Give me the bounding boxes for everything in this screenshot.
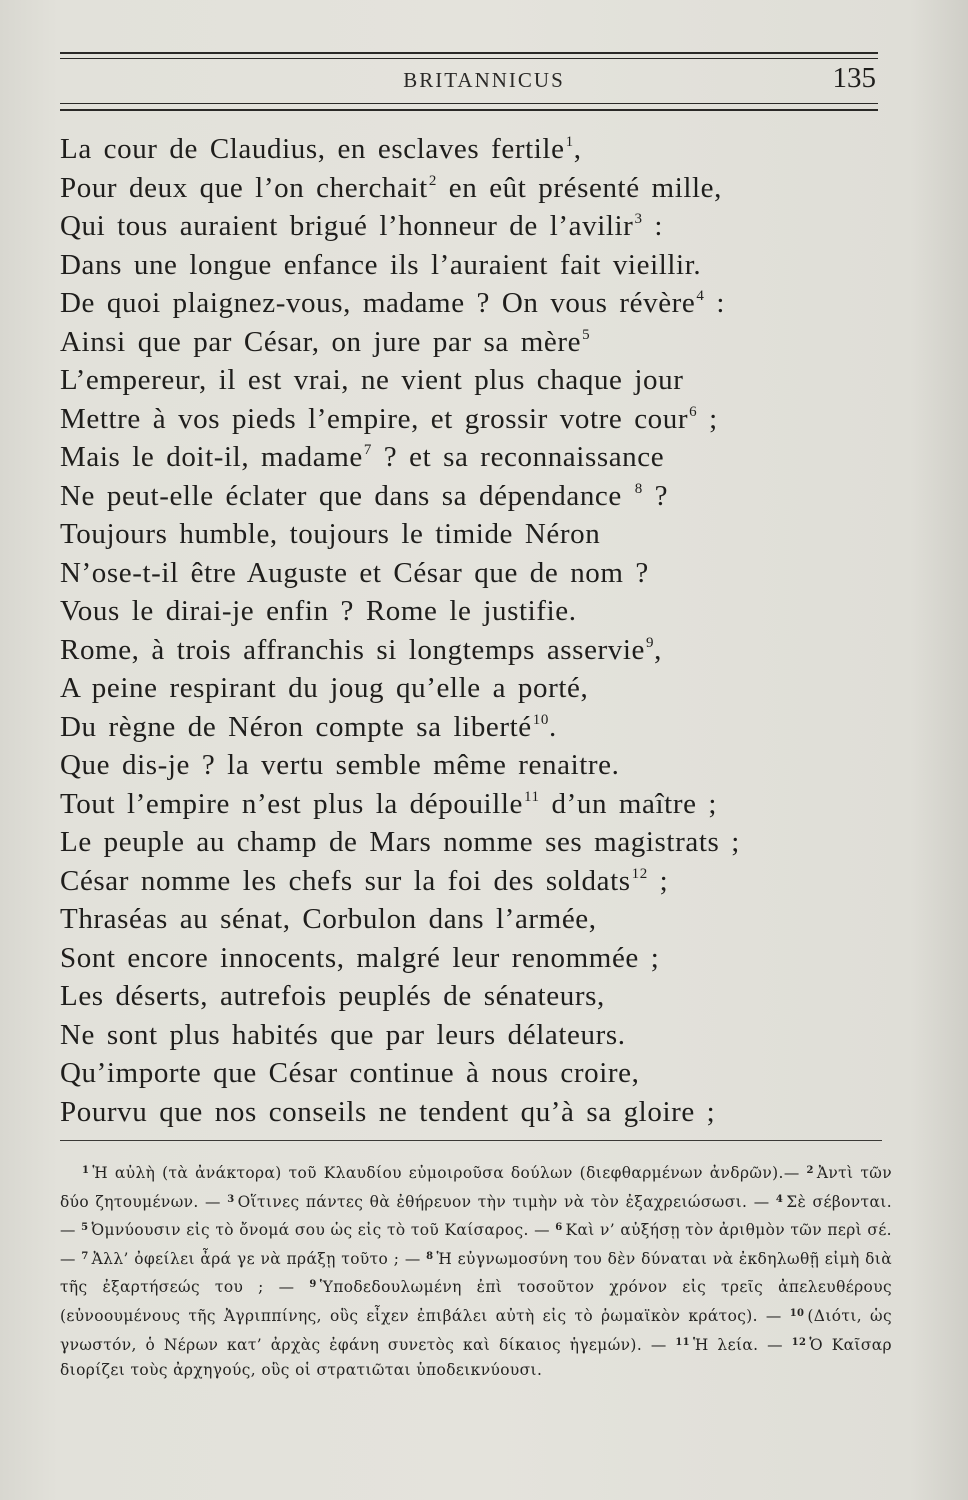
verse-line xyxy=(60,169,890,208)
running-title: BRITANNICUS xyxy=(403,68,565,92)
verse-line xyxy=(60,823,890,862)
verse-tail: ; xyxy=(697,402,718,435)
verse-text: Mais le doit-il, madame xyxy=(60,441,363,473)
verse-text: Rome, à trois affranchis si longtemps asservie xyxy=(60,633,646,666)
page-number: 135 xyxy=(832,62,876,94)
footnote-text: Ἡ εὐγνωμοσύνη του δὲν δύναται νὰ ἐκδηλωθῇ εἰμὴ διὰ τῆς ἐξαρτήσεώς του ; — xyxy=(60,1249,892,1297)
footnote-number: 11 xyxy=(675,1336,691,1348)
verse-text: Ainsi que par César, on jure par sa mère xyxy=(60,325,582,358)
verse-tail: . xyxy=(548,710,557,743)
verse-line xyxy=(60,1093,890,1132)
footnote-text: Σὲ σέβονται. — xyxy=(60,1192,892,1240)
verse-text: Qu’importe que César continue à nous croire, xyxy=(60,1057,640,1089)
verse-text: César nomme les chefs sur la foi des soldats xyxy=(60,864,631,897)
verse-tail: ? xyxy=(642,479,669,512)
verse-tail: : xyxy=(642,210,664,242)
note-reference: 5 xyxy=(582,326,591,343)
verse-text: Que dis-je ? la vertu semble même renaitre. xyxy=(60,749,620,781)
footnote-number: 12 xyxy=(791,1336,807,1348)
verse-line xyxy=(60,708,890,747)
header-rule xyxy=(60,109,878,111)
note-reference: 6 xyxy=(689,403,698,420)
verse-line xyxy=(60,246,890,285)
verse-text: Ne sont plus habités que par leurs délateurs. xyxy=(60,1018,626,1051)
verse-line xyxy=(60,977,890,1016)
verse-text: Sont encore innocents, malgré leur renommée ; xyxy=(60,941,660,974)
footnote-number: 7 xyxy=(81,1250,89,1262)
note-reference: 3 xyxy=(634,211,643,227)
footnote xyxy=(675,1336,791,1354)
verse-tail: : xyxy=(704,287,726,319)
verse-block xyxy=(60,130,890,1131)
verse-tail: d’un maître ; xyxy=(539,787,718,820)
footnote-text: Ὑποδεδουλωμένη ἐπὶ τοσοῦτον χρόνον εἰς τρεῖς ἀπελευθέρους (εὐνοουμένους τῆς Ἀγριππίνης, οὓς εἶχεν ἐπιβάλει αὐτὴ εἰς τὸ ῥωμαϊκὸν κράτος). — xyxy=(60,1278,892,1325)
verse-tail: , xyxy=(573,133,582,165)
footnote-text: Ἡ αὐλὴ (τὰ ἀνάκτορα) τοῦ Κλαυδίου εὐμοιροῦσα δούλων (διεφθαρμένων ἀνδρῶν).— xyxy=(92,1164,807,1182)
footnote-text: (Διότι, ὡς γνωστόν, ὁ Νέρων κατ’ ἀρχὰς ἐφάνη συνετὸς καὶ δίκαιος ἡγεμών). — xyxy=(60,1306,892,1354)
verse-line xyxy=(60,862,890,901)
verse-line xyxy=(60,746,890,785)
verse-line xyxy=(60,592,890,631)
verse-line xyxy=(60,361,890,400)
verse-line xyxy=(60,207,890,246)
note-reference: 12 xyxy=(631,865,648,882)
note-reference: 4 xyxy=(696,288,705,304)
verse-text: A peine respirant du joug qu’elle a porté, xyxy=(60,672,589,704)
note-reference: 10 xyxy=(532,711,549,728)
footnote xyxy=(60,1164,807,1182)
verse-text: L’empereur, il est vrai, ne vient plus chaque jour xyxy=(60,364,684,396)
footnote-number: 4 xyxy=(775,1193,784,1205)
footnote xyxy=(81,1250,426,1268)
verse-tail: ? et sa reconnaissance xyxy=(371,441,665,473)
verse-line xyxy=(60,477,890,516)
footnote-number: 3 xyxy=(227,1193,235,1205)
verse-line xyxy=(60,438,890,477)
top-rule xyxy=(60,52,878,54)
verse-line xyxy=(60,1016,890,1055)
footnote-number: 6 xyxy=(555,1222,563,1234)
verse-text: Qui tous auraient brigué l’honneur de l’avilir xyxy=(60,210,634,242)
note-reference: 7 xyxy=(363,442,372,458)
footnote-number: 8 xyxy=(426,1250,434,1262)
verse-line xyxy=(60,400,890,439)
verse-tail: , xyxy=(654,633,662,666)
verse-text: Thraséas au sénat, Corbulon dans l’armée, xyxy=(60,903,597,935)
verse-text: Vous le dirai-je enfin ? Rome le justifie. xyxy=(60,595,577,627)
verse-text: N’ose-t-il être Auguste et César que de nom ? xyxy=(60,556,649,589)
verse-text: Pour deux que l’on cherchait xyxy=(60,171,428,204)
footnote xyxy=(227,1193,776,1211)
verse-line xyxy=(60,900,890,939)
footnote-number: 5 xyxy=(81,1222,89,1234)
footnote-text: Ἀντὶ τῶν δύο ζητουμένων. — xyxy=(60,1164,892,1211)
footnote-text: Καὶ ν’ αὐξήσῃ τὸν ἀριθμὸν τῶν περὶ σέ. — xyxy=(60,1221,892,1268)
verse-text: Toujours humble, toujours le timide Néron xyxy=(60,518,601,550)
footnote-text: Ἀλλ’ ὀφείλει ἆρά γε νὰ πράξῃ τοῦτο ; — xyxy=(91,1249,427,1268)
footnote-text: Οἵτινες πάντες θὰ ἐθήρευον τὴν τιμὴν νὰ τὸν ἐξαχρειώσωσι. — xyxy=(237,1192,776,1211)
verse-line xyxy=(60,554,890,593)
footnote-text: Ἡ λεία. — xyxy=(693,1335,792,1354)
footnotes xyxy=(60,1158,892,1384)
verse-text: De quoi plaignez-vous, madame ? On vous révère xyxy=(60,287,696,319)
footnote-number: 10 xyxy=(789,1307,805,1319)
note-reference: 2 xyxy=(428,172,437,189)
verse-tail: en eût présenté mille, xyxy=(436,171,722,204)
verse-line xyxy=(60,785,890,824)
footnote-text: Ὀμνύουσιν εἰς τὸ ὄνομά σου ὡς εἰς τὸ τοῦ Καίσαρος. — xyxy=(91,1221,556,1240)
verse-text: Pourvu que nos conseils ne tendent qu’à sa gloire ; xyxy=(60,1095,716,1128)
verse-line xyxy=(60,515,890,554)
footnote xyxy=(81,1221,555,1239)
verse-line xyxy=(60,130,890,169)
verse-text: Ne peut-elle éclater que dans sa dépendance xyxy=(60,479,634,512)
note-reference: 11 xyxy=(523,788,540,805)
footnote-number: 1 xyxy=(82,1165,90,1176)
verse-line xyxy=(60,939,890,978)
verse-line xyxy=(60,284,890,323)
verse-line xyxy=(60,323,890,362)
verse-text: Mettre à vos pieds l’empire, et grossir votre cour xyxy=(60,402,689,435)
top-rule-thin xyxy=(60,58,878,59)
footnote-number: 2 xyxy=(806,1165,814,1176)
header-rule-thin xyxy=(60,103,878,104)
verse-line xyxy=(60,1054,890,1093)
verse-tail: ; xyxy=(647,864,669,897)
verse-text: La cour de Claudius, en esclaves fertile xyxy=(60,133,565,165)
note-reference: 9 xyxy=(646,634,655,651)
verse-text: Tout l’empire n’est plus la dépouille xyxy=(60,787,523,820)
verse-line xyxy=(60,669,890,708)
verse-text: Dans une longue enfance ils l’auraient fait vieillir. xyxy=(60,248,702,281)
note-reference: 8 xyxy=(634,480,643,497)
verse-text: Le peuple au champ de Mars nomme ses magistrats ; xyxy=(60,826,740,858)
verse-text: Les déserts, autrefois peuplés de sénateurs, xyxy=(60,980,605,1012)
footnote-rule xyxy=(60,1140,882,1141)
footnote-number: 9 xyxy=(309,1279,317,1291)
note-reference: 1 xyxy=(565,134,574,150)
verse-text: Du règne de Néron compte sa liberté xyxy=(60,710,532,743)
footnote-text: Ὁ Καῖσαρ διορίζει τοὺς ἀρχηγούς, οὓς οἱ στρατιῶται ὑποδεικνύουσι. xyxy=(60,1335,892,1380)
verse-line xyxy=(60,631,890,670)
